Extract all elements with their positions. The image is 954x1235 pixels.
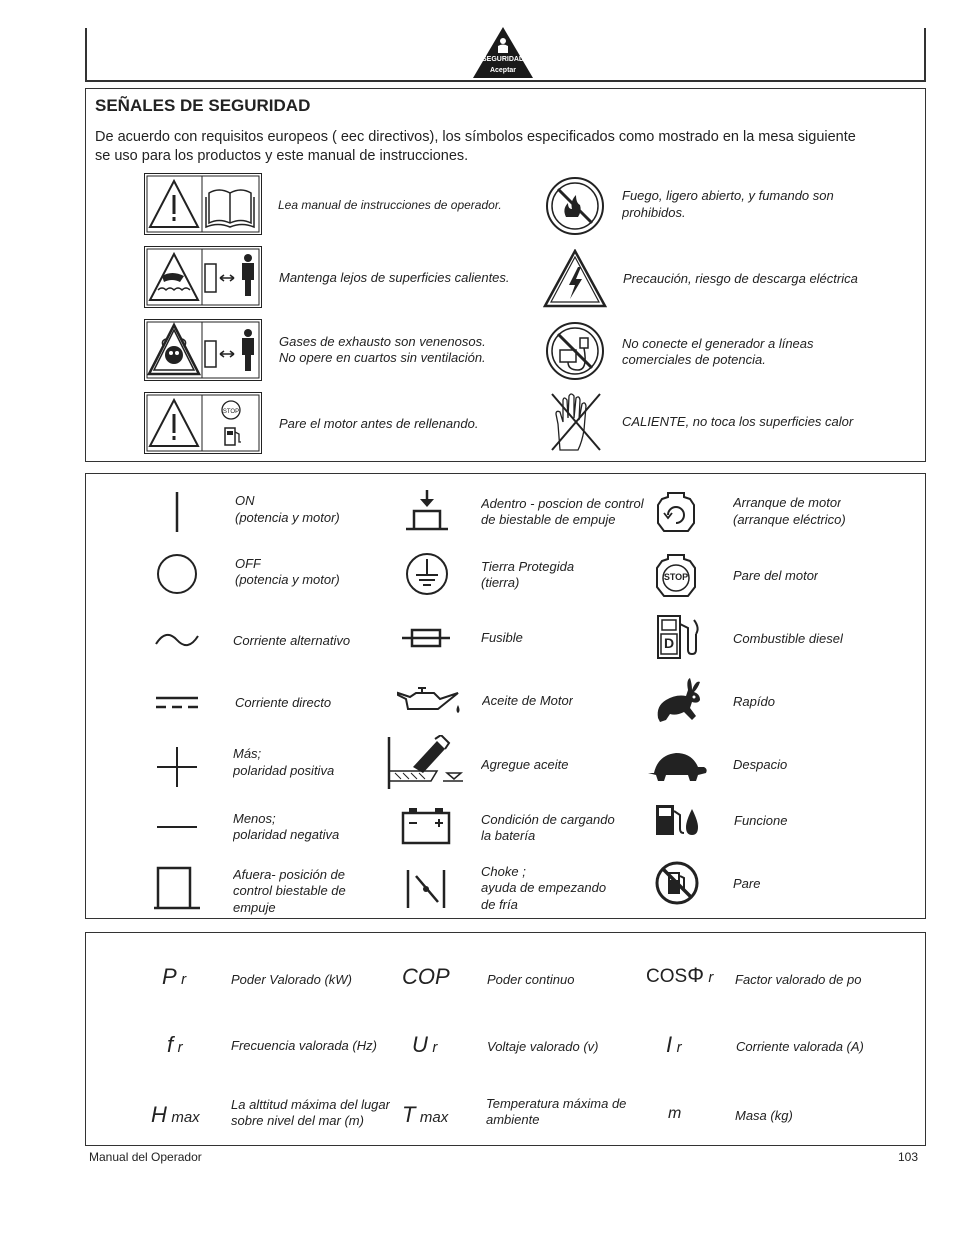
top-frame-left-line <box>85 28 87 81</box>
sym-c1-7-line3: empuje <box>233 900 276 915</box>
safety-left-3-line1: Gases de exhausto son venenosos. <box>279 334 486 349</box>
fuel-run-icon <box>654 803 700 837</box>
sym-c2-4-line1: Aceite de Motor <box>482 693 574 708</box>
sym-c3-1-line2: (arranque eléctrico) <box>733 512 846 527</box>
safety-badge <box>472 26 534 80</box>
push-out-icon <box>154 864 200 910</box>
turtle-icon <box>646 749 708 783</box>
rating-text-hmax-line1: La alttitud máxima del lugar <box>231 1097 390 1112</box>
hot-surface-sign <box>144 246 262 313</box>
sym-c2-3-line1: Fusible <box>481 630 523 645</box>
safety-right-1-line2: prohibidos. <box>622 205 686 220</box>
rating-symbol-ir: I r <box>666 1032 682 1057</box>
sym-c1-2-line1: OFF <box>235 556 261 571</box>
safety-left-2-text: Mantenga lejos de superficies calientes. <box>279 270 510 285</box>
no-fire-icon <box>544 175 606 237</box>
sym-c1-4-line1: Corriente directo <box>235 695 332 710</box>
safety-right-2-text: Precaución, riesgo de descarga eléctrica <box>623 271 858 286</box>
page-number: 103 <box>897 1150 918 1164</box>
sym-c2-1-line1: Adentro - poscion de control <box>481 496 644 511</box>
sym-c2-1-line2: de biestable de empuje <box>481 512 616 527</box>
rating-text-tmax-line1: Temperatura máxima de <box>486 1096 627 1111</box>
safety-left-1-text: Lea manual de instrucciones de operador. <box>278 198 502 212</box>
sym-c3-1-line1: Arranque de motor <box>733 495 842 510</box>
stop-engine-refuel-icon <box>144 392 262 454</box>
engine-start-icon <box>656 491 696 535</box>
read-manual-sign <box>144 173 262 240</box>
sym-c2-7-line1: Choke ; <box>481 864 526 879</box>
sym-c2-2-line1: Tierra Protegida <box>481 559 575 574</box>
fuel-stop-icon <box>654 860 700 906</box>
intro-line-2: se uso para los productos y este manual de instrucciones. <box>95 148 469 164</box>
sym-c3-6-line1: Funcione <box>734 813 788 828</box>
rating-text-ir: Corriente valorada (A) <box>736 1039 864 1054</box>
push-in-icon <box>404 489 450 533</box>
diesel-fuel-sign <box>654 614 702 660</box>
electric-shock-sign <box>543 249 607 314</box>
rating-symbol-cop: COP <box>402 964 450 989</box>
minus-icon <box>155 824 199 830</box>
rating-symbol-tmax: T max <box>402 1102 449 1127</box>
dc-icon <box>154 695 200 711</box>
badge-line1: SEGURIDAD <box>481 56 524 63</box>
exhaust-gas-sign <box>144 319 262 386</box>
sym-c1-6-line2: polaridad negativa <box>233 827 340 842</box>
sym-c2-2-line2: (tierra) <box>481 575 520 590</box>
rating-text-ur: Voltaje valorado (v) <box>487 1039 599 1054</box>
safety-right-3-line1: No conecte el generador a líneas <box>622 336 814 351</box>
exhaust-gas-icon <box>144 319 262 381</box>
sym-c1-1-line1: ON <box>235 493 255 508</box>
sym-c3-7-line1: Pare <box>733 876 761 891</box>
sym-c2-7-line2: ayuda de empezando <box>481 880 607 895</box>
no-fire-sign <box>544 175 606 242</box>
sym-c1-7-line2: control biestable de <box>233 883 346 898</box>
rabbit-icon <box>652 676 704 724</box>
sym-c2-7-line3: de fría <box>481 897 518 912</box>
rating-symbol-ur: U r <box>412 1032 438 1057</box>
sym-c2-6-line1: Condición de cargando <box>481 812 615 827</box>
no-touch-hot-icon <box>548 390 604 454</box>
sym-c2-6-line2: la batería <box>481 828 536 843</box>
svg-text:STOP: STOP <box>222 409 240 415</box>
engine-stop-label: STOP <box>663 572 689 582</box>
top-frame-right-line <box>924 28 926 81</box>
fuse-icon <box>401 626 451 650</box>
add-oil-icon <box>387 735 465 791</box>
safety-right-1-line1: Fuego, ligero abierto, y fumando son <box>622 188 834 203</box>
badge-line2: Aceptar <box>489 67 517 74</box>
footer-title: Manual del Operador <box>89 1150 202 1164</box>
electric-shock-icon <box>543 249 607 309</box>
rating-text-fr: Frecuencia valorada (Hz) <box>231 1038 377 1053</box>
sym-c3-3-line1: Combustible diesel <box>733 631 843 646</box>
rating-text-cos: Factor valorado de po <box>735 972 862 987</box>
sym-c3-5-line1: Despacio <box>733 757 788 772</box>
rating-symbol-pr: P r <box>162 964 187 989</box>
rating-text-cop: Poder continuo <box>487 972 575 987</box>
hot-surface-icon <box>144 246 262 308</box>
no-mains-connection-icon <box>544 320 606 382</box>
engine-oil-icon <box>394 685 464 717</box>
plus-icon <box>155 745 199 789</box>
rating-text-pr: Poder Valorado (kW) <box>231 972 352 987</box>
rating-symbol-fr: f r <box>167 1032 183 1057</box>
intro-line-1: De acuerdo con requisitos europeos ( eec directivos), los símbolos especificados como mostrado en la mesa siguiente <box>95 129 856 145</box>
ground-icon <box>404 551 450 597</box>
safety-right-4-text: CALIENTE, no toca los superficies calor <box>622 414 854 429</box>
sym-c1-6-line1: Menos; <box>233 811 276 826</box>
rating-symbol-m: m <box>668 1105 682 1122</box>
sym-c3-4-line1: Rapído <box>733 694 775 709</box>
sym-c3-2-line1: Pare del motor <box>733 568 819 583</box>
rating-symbol-hmax: H max <box>151 1102 200 1127</box>
sym-c1-2-line2: (potencia y motor) <box>235 572 340 587</box>
rating-text-m: Masa (kg) <box>735 1108 793 1123</box>
top-frame-bottom-line <box>85 80 926 82</box>
safety-left-3-line2: No opere en cuartos sin ventilación. <box>279 350 486 365</box>
stop-engine-refuel-sign <box>144 392 262 459</box>
choke-icon <box>404 868 448 910</box>
sym-c1-1-line2: (potencia y motor) <box>235 510 340 525</box>
sym-c1-5-line2: polaridad positiva <box>233 763 335 778</box>
sym-c1-5-line1: Más; <box>233 746 262 761</box>
sym-c1-3-line1: Corriente alternativo <box>233 633 351 648</box>
sym-c1-7-line1: Afuera- posición de <box>233 867 346 882</box>
no-mains-connection-sign <box>544 320 606 387</box>
off-icon <box>155 552 199 596</box>
safety-right-3-line2: comerciales de potencia. <box>622 352 766 367</box>
diesel-d-label: D <box>663 635 675 651</box>
engine-stop-sign <box>655 553 697 599</box>
read-manual-icon <box>144 173 262 235</box>
no-touch-hot-sign <box>548 390 604 459</box>
rating-symbol-cos: COSΦ r <box>646 964 714 987</box>
battery-icon <box>401 807 451 845</box>
safety-left-4-text: Pare el motor antes de rellenando. <box>279 416 479 431</box>
rating-text-tmax-line2: ambiente <box>486 1112 540 1127</box>
rating-text-hmax-line2: sobre nivel del mar (m) <box>231 1113 364 1128</box>
on-icon <box>167 491 187 533</box>
ac-icon <box>154 630 200 650</box>
section-title: SEÑALES DE SEGURIDAD <box>95 96 311 115</box>
sym-c2-5-line1: Agregue aceite <box>481 757 569 772</box>
